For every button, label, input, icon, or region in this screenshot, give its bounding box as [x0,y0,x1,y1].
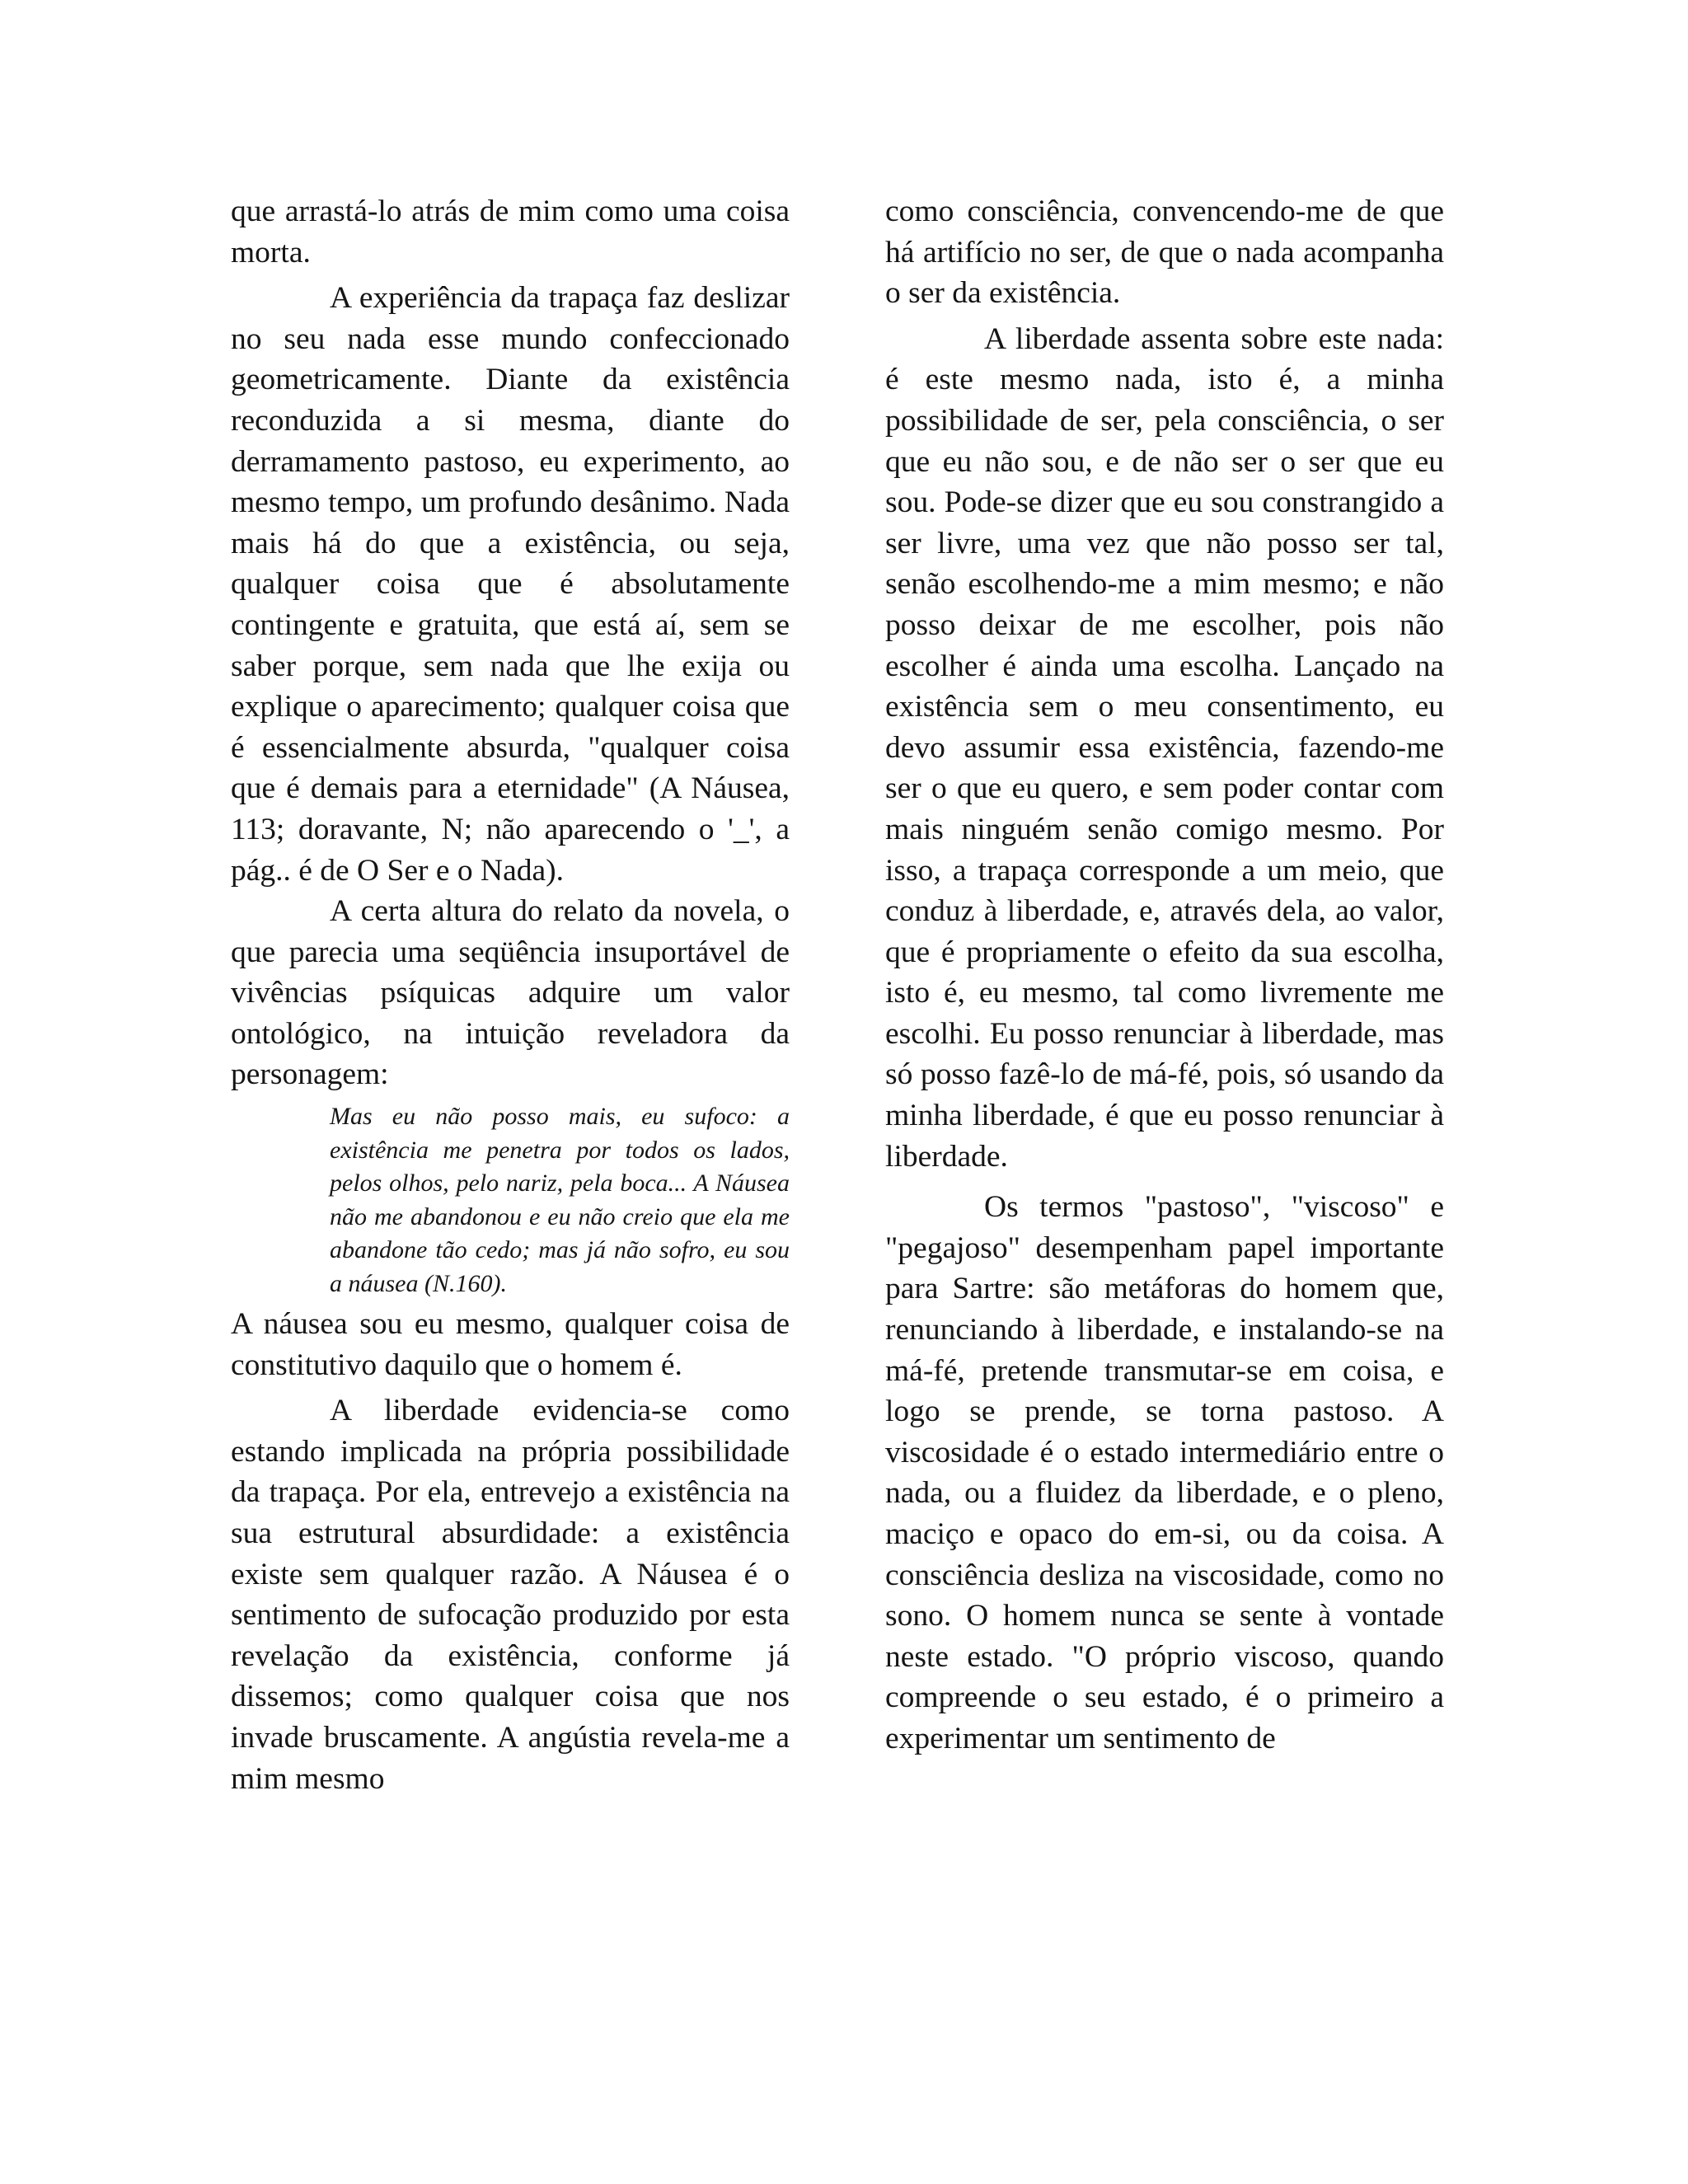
paragraph: que arrastá-lo atrás de mim como uma coisa morta. [231,194,790,269]
paragraph: A experiência da trapaça faz deslizar no seu nada esse mundo confeccionado geometricamente. Diante da existência reconduzida a si mesma, diante do derramamento pastoso, eu experimento, ao mesmo tempo, um profundo desânimo. Nada mais há do que a existência, ou seja, qualquer coisa que é absolutamente contingente e gratuita, que está aí, sem se saber porque, sem nada que lhe exija ou explique o aparecimento; qualquer coisa que é essencialmente absurda, "qualquer coisa que é demais para a eternidade" (A Náusea, 113; doravante, N; não aparecendo o '_', a pág.. é de O Ser e o Nada). [231,281,790,888]
right-column [885,191,1444,1760]
paragraph: Os termos "pastoso", "viscoso" e "pegajoso" desempenham papel importante para Sartre: são metáforas do homem que, renunciando à liberdade, e instalando-se na má-fé, pretende transmutar-se em coisa, e logo se prende, se torna pastoso. A viscosidade é o estado intermediário entre o nada, ou a fluidez da liberdade, e o pleno, maciço e opaco do em-si, ou da coisa. A consciência desliza na viscosidade, como no sono. O homem nunca se sente à vontade neste estado. "O próprio viscoso, quando compreende o seu estado, é o primeiro a experimentar um sentimento de [885,1190,1444,1755]
paragraph: A liberdade evidencia-se como estando implicada na própria possibilidade da trapaça. Por ela, entrevejo a existência na sua estrutural absurdidade: a existência existe sem qualquer razão. A Náusea é o sentimento de sufocação produzido por esta revelação da existência, conforme já dissemos; como qualquer coisa que nos invade bruscamente. A angústia revela-me a mim mesmo [231,1394,790,1796]
paragraph: A liberdade assenta sobre este nada: é este mesmo nada, isto é, a minha possibilidade de ser, pela consciência, o ser que eu não sou, e de não ser o ser que eu sou. Pode-se dizer que eu sou constrangido a ser livre, uma vez que não posso ser tal, senão escolhendo-me a mim mesmo; e não posso deixar de me escolher, pois não escolher é ainda uma escolha. Lançado na existência sem o meu consentimento, eu devo assumir essa existência, fazendo-me ser o que eu quero, e sem poder contar com mais ninguém senão comigo mesmo. Por isso, a trapaça corresponde a um meio, que conduz à liberdade, e, através dela, ao valor, que é propriamente o efeito da sua escolha, isto é, eu mesmo, tal como livremente me escolhi. Eu posso renunciar à liberdade, mas só posso fazê-lo de má-fé, pois, só usando da minha liberdade, é que eu posso renunciar à liberdade. [885,321,1444,1174]
left-column [231,191,790,1799]
paragraph: A náusea sou eu mesmo, qualquer coisa de constitutivo daquilo que o homem é. [231,1307,790,1382]
block-quote: Mas eu não posso mais, eu sufoco: a existência me penetra por todos os lados, pelos olhos, pelo nariz, pela boca... A Náusea não me abandonou e eu não creio que ela me abandone tão cedo; mas já não sofro, eu sou a náusea (N.160). [330,1103,790,1297]
paragraph: como consciência, convencendo-me de que há artifício no ser, de que o nada acompanha o ser da existência. [885,194,1444,311]
paragraph: A certa altura do relato da novela, o que parecia uma seqüência insuportável de vivências psíquicas adquire um valor ontológico, na intuição reveladora da personagem: [231,894,790,1092]
